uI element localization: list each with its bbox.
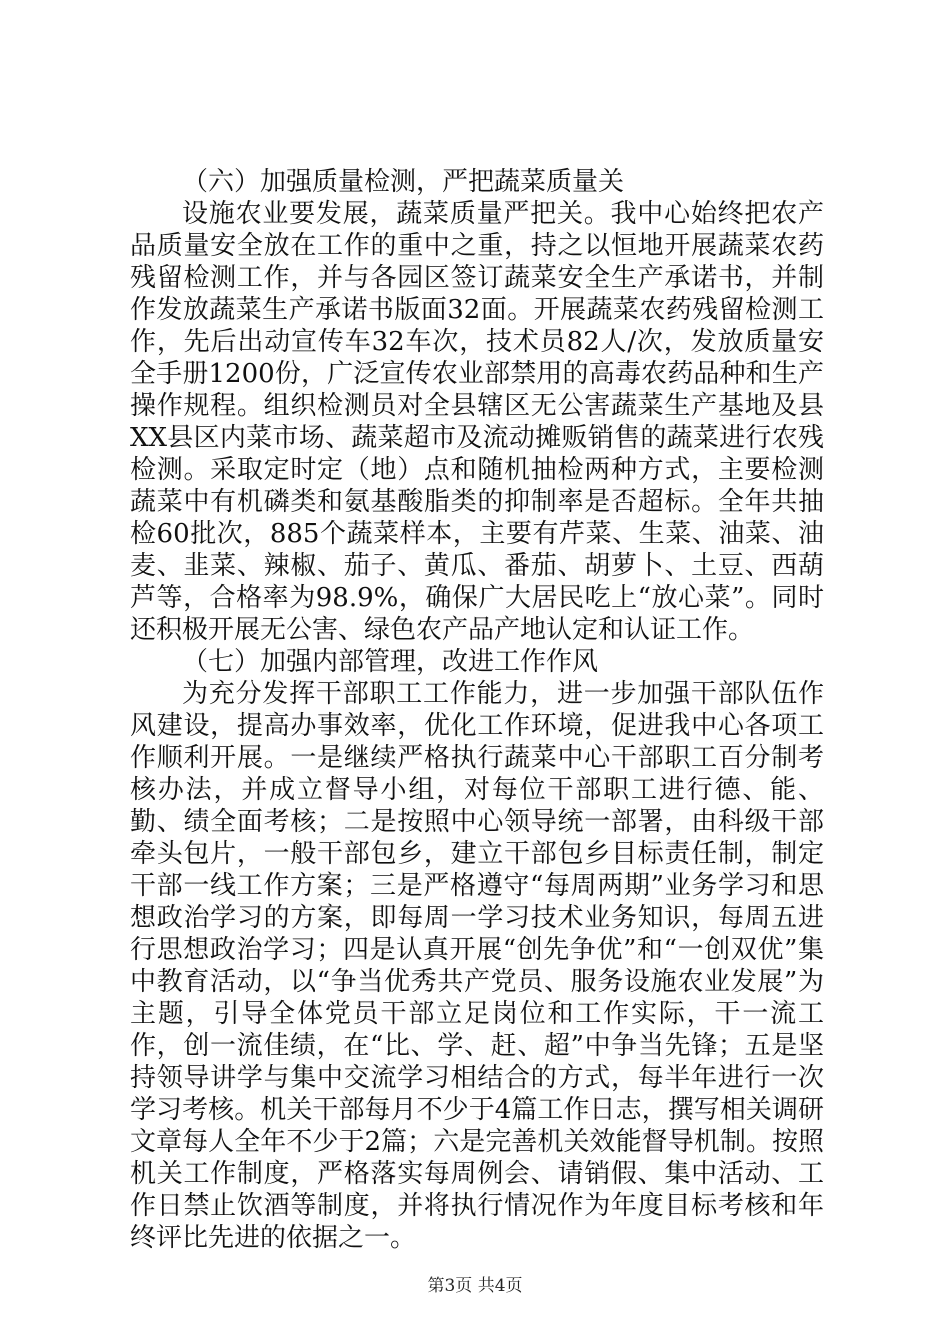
section-6-paragraph: 设施农业要发展，蔬菜质量严把关。我中心始终把农产品质量安全放在工作的重中之重，持之以恒地开展蔬菜农药残留检测工作，并与各园区签订蔬菜安全生产承诺书，并制作发放蔬菜生产承诺书版面32面。开展蔬菜农药残留检测工作，先后出动宣传车32车次，技术员82人/次，发放质量安全手册1200份，广泛宣传农业部禁用的高毒农药品种和生产操作规程。组织检测员对全县辖区无公害蔬菜生产基地及县XX县区内菜市场、蔬菜超市及流动摊贩销售的蔬菜进行农残检测。采取定时定（地）点和随机抽检两种方式，主要检测蔬菜中有机磷类和氨基酸脂类的抑制率是否超标。全年共抽检60批次，885个蔬菜样本，主要有芹菜、生菜、油菜、油麦、韭菜、辣椒、茄子、黄瓜、番茄、胡萝卜、土豆、西葫芦等，合格率为98.9%，确保广大居民吃上“放心菜”。同时还积极开展无公害、绿色农产品产地认定和认证工作。	[130, 199, 824, 645]
section-7-paragraph: 为充分发挥干部职工工作能力，进一步加强干部队伍作风建设，提高办事效率，优化工作环境，促进我中心各项工作顺利开展。一是继续严格执行蔬菜中心干部职工百分制考核办法，并成立督导小组，对每位干部职工进行德、能、勤、绩全面考核；二是按照中心领导统一部署，由科级干部牵头包片，一般干部包乡，建立干部包乡目标责任制，制定干部一线工作方案；三是严格遵守“每周两期”业务学习和思想政治学习的方案，即每周一学习技术业务知识，每周五进行思想政治学习；四是认真开展“创先争优”和“一创双优”集中教育活动，以“争当优秀共产党员、服务设施农业发展”为主题，引导全体党员干部立足岗位和工作实际，干一流工作，创一流佳绩，在“比、学、赶、超”中争当先锋；五是坚持领导讲学与集中交流学习相结合的方式，每半年进行一次学习考核。机关干部每月不少于4篇工作日志，撰写相关调研文章每人全年不少于2篇；六是完善机关效能督导机制。按照机关工作制度，严格落实每周例会、请销假、集中活动、工作日禁止饮酒等制度，并将执行情况作为年度目标考核和年终评比先进的依据之一。	[130, 679, 824, 1253]
section-7-heading: （七）加强内部管理，改进工作作风	[182, 647, 599, 677]
document-body	[130, 166, 824, 1254]
page-number-footer: 第3页 共4页	[427, 1276, 523, 1296]
section-6-heading: （六）加强质量检测，严把蔬菜质量关	[182, 167, 625, 197]
